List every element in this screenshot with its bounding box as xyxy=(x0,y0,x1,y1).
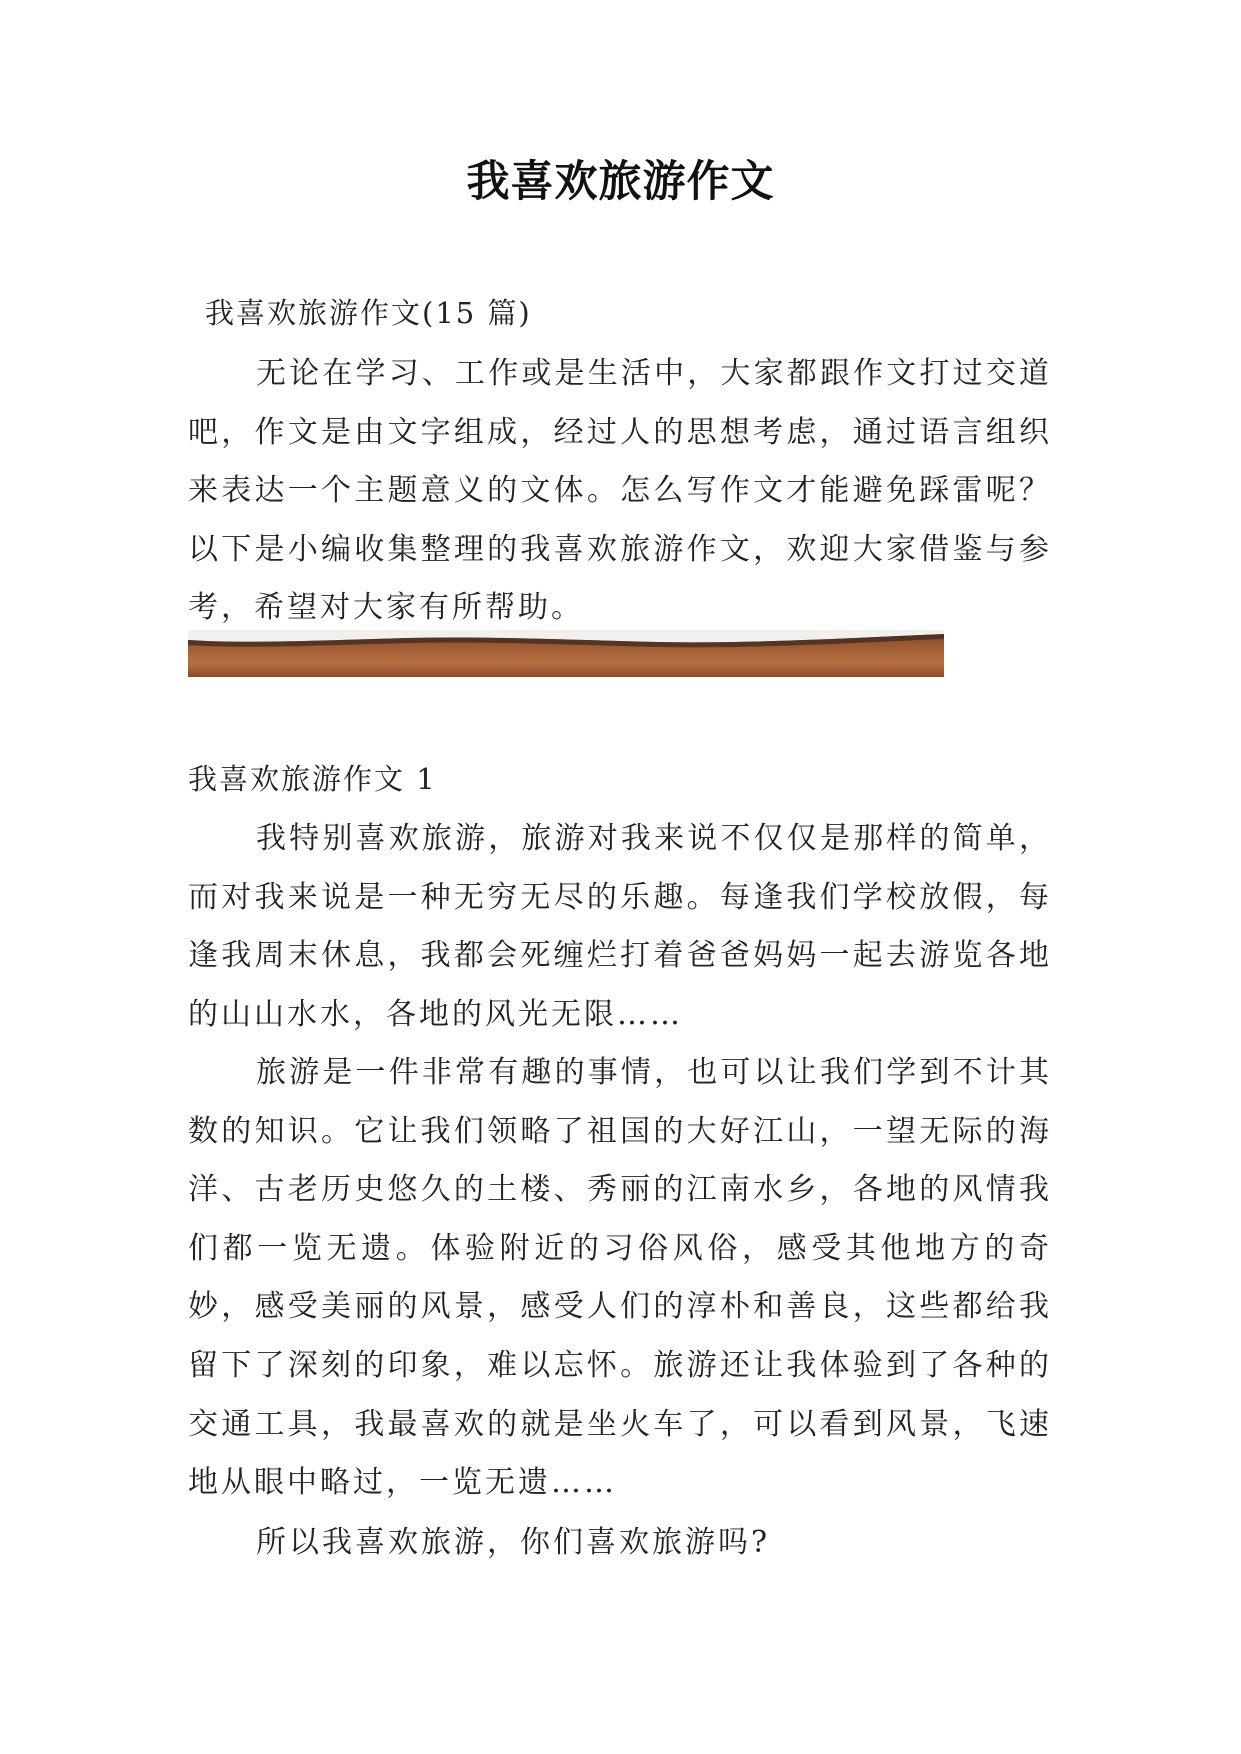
body-paragraph-2: 旅游是一件非常有趣的事情，也可以让我们学到不计其数的知识。它让我们领略了祖国的大好江山，一望无际的海洋、古老历史悠久的土楼、秀丽的江南水乡，各地的风情我们都一览无遗。体验附近的习俗风俗，感受其他地方的奇妙，感受美丽的风景，感受人们的淳朴和善良，这些都给我留下了深刻的印象，难以忘怀。旅游还让我体验到了各种的交通工具，我最喜欢的就是坐火车了，可以看到风景，飞速地从眼中略过，一览无遗…… xyxy=(188,1055,1052,1501)
document-title: 我喜欢旅游作文 xyxy=(466,157,775,207)
photo-strip-image xyxy=(188,630,944,677)
intro-paragraph: 无论在学习、工作或是生活中，大家都跟作文打过交道吧，作文是由文字组成，经过人的思想考虑，通过语言组织来表达一个主题意义的文体。怎么写作文才能避免踩雷呢？以下是小编收集整理的我喜欢旅游作文，欢迎大家借鉴与参考，希望对大家有所帮助。 xyxy=(188,356,1052,626)
body-paragraph-3: 所以我喜欢旅游，你们喜欢旅游吗? xyxy=(256,1525,771,1560)
document-subtitle: 我喜欢旅游作文(15 篇) xyxy=(205,296,532,330)
section-heading: 我喜欢旅游作文 1 xyxy=(188,762,437,796)
body-paragraph-1: 我特别喜欢旅游，旅游对我来说不仅仅是那样的简单，而对我来说是一种无穷无尽的乐趣。每逢我们学校放假，每逢我周末休息，我都会死缠烂打着爸爸妈妈一起去游览各地的山山水水，各地的风光无限…… xyxy=(188,821,1052,1032)
photo-paper-edge xyxy=(188,630,944,652)
